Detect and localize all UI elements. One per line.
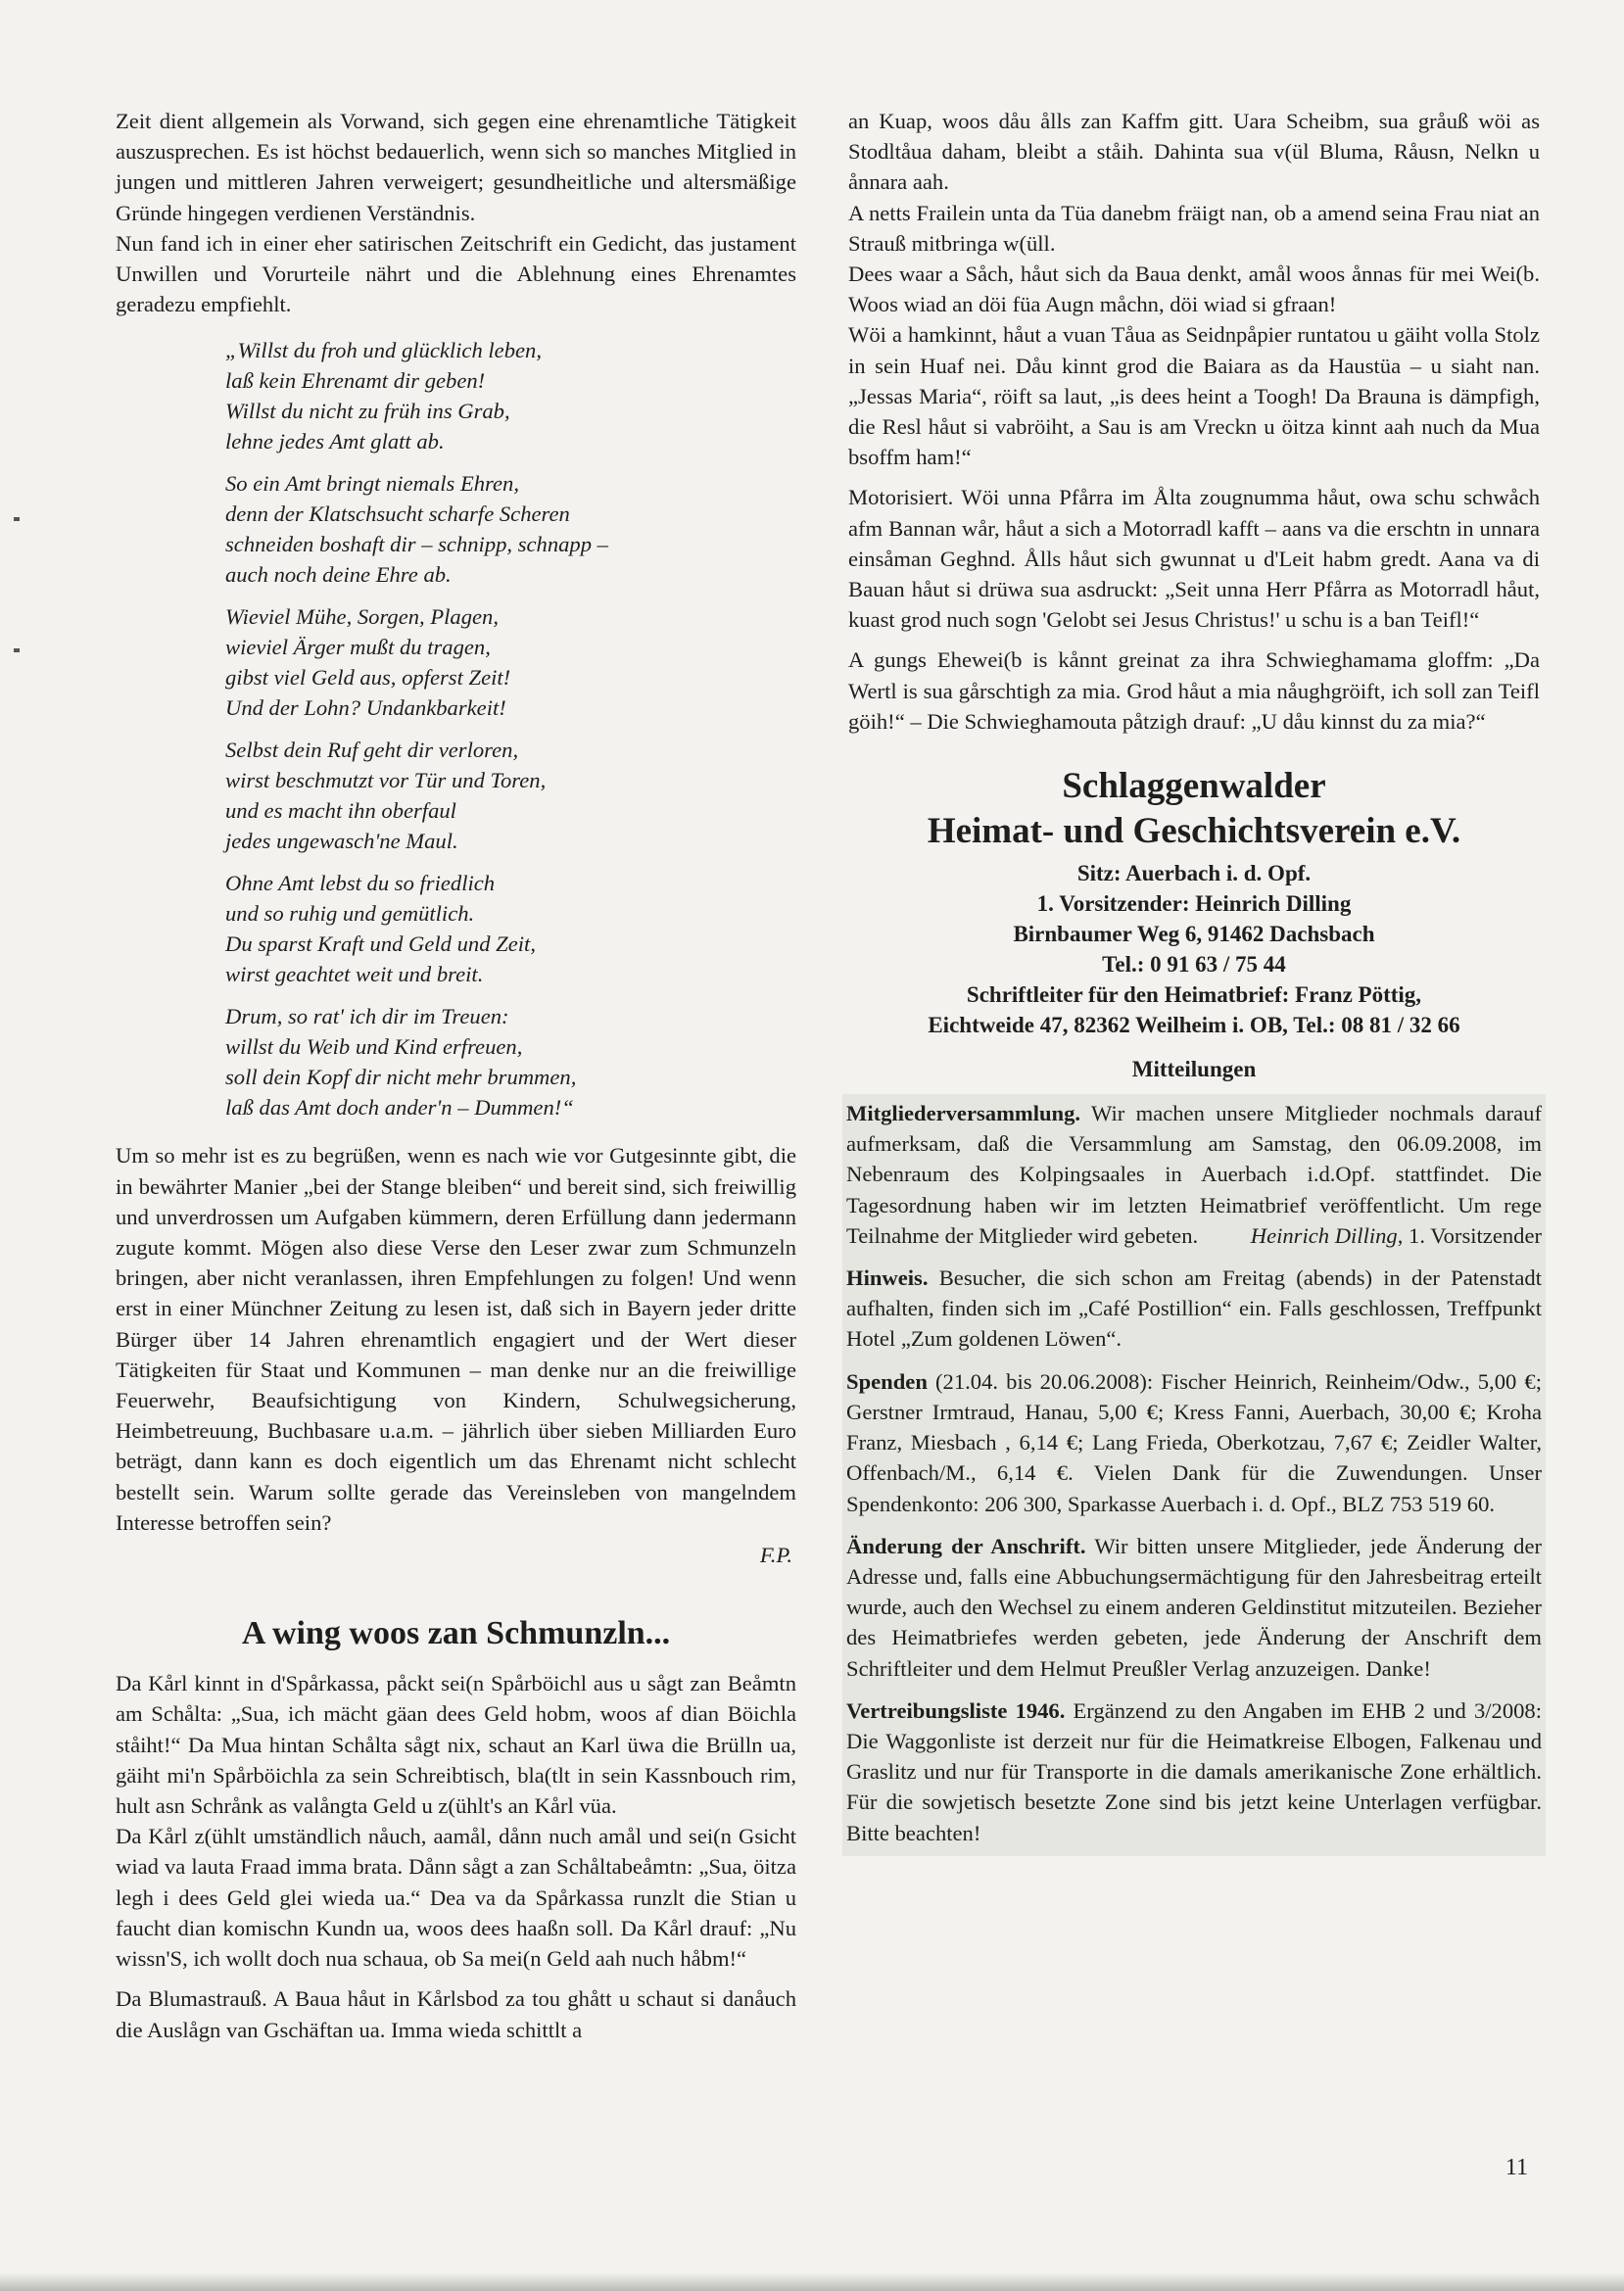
notice-lead: Spenden	[846, 1368, 928, 1394]
scan-mark	[14, 517, 20, 521]
poem-line: So ein Amt bringt niemals Ehren,	[225, 471, 519, 497]
notice-item	[846, 1695, 1542, 1848]
poem-line: „Willst du froh und glücklich leben,	[225, 338, 542, 363]
mitteilungen-heading: Mitteilungen	[1131, 1057, 1257, 1082]
notice-text: Wir machen unsere Mitglieder nochmals darauf aufmerksam, daß die Versammlung am Samstag, den 06.09.2008, im Nebenraum des Kolpingsaales in Auerbach i.d.Opf. stattfindet. Die Tagesordnung haben wir im letzten Heimatbrief veröffentlicht. Um rege Teilnahme der Mitglieder wird gebeten.	[846, 1101, 1542, 1248]
author-signature: F.P.	[759, 1543, 792, 1568]
story-paragraph: Dees waar a Såch, håut sich da Baua denkt, amål woos ånnas für mei Wei(b. Woos wiad an döi füa Augn måchn, döi wiad si gfraan!	[848, 262, 1540, 317]
story-paragraph: an Kuap, woos dåu ålls zan Kaffm gitt. Uara Scheibm, sua gråuß wöi as Stodltåua daham, bleibt a ståih. Dahinta sua v(ül Bluma, Råusn, Nelkn u ånnara aah.	[848, 109, 1540, 195]
notice-text: (21.04. bis 20.06.2008): Fischer Heinrich, Reinheim/Odw., 5,00 €; Gerstner Irmtraud, Hanau, 5,00 €; Kress Fanni, Auerbach, 30,00 €; Kroha Franz, Miesbach , 6,14 €; Lang Frieda, Oberkotzau, 7,67 €; Zeidler Walter, Offenbach/M., 6,14 €. Vielen Dank für die Zuwendungen. Unser Spendenkonto: 206 300, Sparkasse Auerbach i. d. Opf., BLZ 753 519 60.	[846, 1368, 1542, 1516]
poem-line: denn der Klatschsucht scharfe Scheren	[225, 501, 570, 527]
intro-paragraph: Nun fand ich in einer eher satirischen Zeitschrift ein Gedicht, das justament Unwillen und Vorurteile nährt und die Ablehnung eines Ehrenamtes geradezu empfiehlt.	[116, 230, 796, 317]
notice-text: Besucher, die sich schon am Freitag (abends) in der Patenstadt aufhalten, finden sich im „Café Postillion“ ein. Falls geschlossen, Treffpunkt Hotel „Zum goldenen Löwen“.	[846, 1265, 1542, 1352]
notice-text: Ergänzend zu den Angaben im EHB 2 und 3/2008: Die Waggonliste ist derzeit nur für die Heimatkreise Elbogen, Falkenau und Graslitz und nur für Transporte in die damals amerikanische Zone erhältlich. Für die sowjetisch besetzte Zone sind bis jetzt keine Unterlagen verfügbar. Bitte beachten!	[846, 1697, 1542, 1845]
poem-line: Und der Lohn? Undankbarkeit!	[225, 695, 506, 721]
story-paragraph: Da Kårl z(ühlt umständlich nåuch, aamål, dånn nuch amål und sei(n Gsicht wiad va lauta Fraad imma brata. Dånn sågt a zan Schåltabeåmtn: „Sua, öitza legh i dees Geld glei wieda ua.“ Dea va da Spårkassa runzlt die Stian u faucht dian komischn Kundn ua, woos dees haaßn soll. Da Kårl drauf: „Nu wissn'S, ich wollt doch nua schaua, ob Sa mei(n Geld aah nuch håbm!“	[116, 1824, 796, 1972]
poem-stanza	[225, 868, 796, 989]
signature-name: Heinrich Dilling	[1250, 1222, 1398, 1248]
poem-line: wieviel Ärger mußt du tragen,	[225, 635, 491, 660]
poem-line: Willst du nicht zu früh ins Grab,	[225, 399, 510, 424]
poem-stanza	[225, 601, 796, 723]
poem-line: laß das Amt doch ander'n – Dummen!“	[225, 1095, 574, 1121]
poem-line: wirst geachtet weit und breit.	[225, 962, 484, 987]
body-paragraph: Um so mehr ist es zu begrüßen, wenn es nach wie vor Gutgesinnte gibt, die in bewährter Manier „bei der Stange bleiben“ und bereit sind, sich freiwillig und unverdrossen um Aufgaben kümmern, deren Erfüllung dann jedermann zugute kommt. Mögen also diese Verse den Leser zwar zum Schmunzeln bringen, aber nicht veranlassen, ihren Empfehlungen zu folgen! Und wenn erst in einer Münchner Zeitung zu lesen ist, daß sich in Bayern jeder dritte Bürger über 14 Jahren ehrenamtlich engagiert und der Wert dieser Tätigkeiten für Staat und Kommunen – man denke nur an die freiwillige Feuerwehr, Beaufsichtigung von Kindern, Schulwegsicherung, Heimbetreuung, Buchbasare u.a.m. – jährlich über sieben Milliarden Euro beträgt, dann kann es doch eigentlich um das Ehrenamt nicht schlecht bestellt sein. Warum sollte gerade das Vereinsleben von mangelndem Interesse betroffen sein?	[116, 1143, 796, 1535]
poem-line: Wieviel Mühe, Sorgen, Plagen,	[225, 604, 499, 630]
verein-chairman: 1. Vorsitzender: Heinrich Dilling	[1036, 891, 1352, 917]
verein-editor: Schriftleiter für den Heimatbrief: Franz Pöttig,	[966, 982, 1422, 1008]
poem-line: schneiden boshaft dir – schnipp, schnapp –	[225, 532, 608, 557]
notice-signature	[1251, 1220, 1542, 1251]
verein-phone: Tel.: 0 91 63 / 75 44	[1102, 952, 1286, 978]
notice-item	[846, 1531, 1542, 1684]
page-number: 11	[1505, 2155, 1528, 2180]
poem-line: und so ruhig und gemütlich.	[225, 901, 475, 927]
section-title: A wing woos zan Schmunzln...	[241, 1615, 671, 1652]
poem-line: lehne jedes Amt glatt ab.	[225, 429, 445, 454]
poem-line: auch noch deine Ehre ab.	[225, 562, 452, 588]
scan-edge-shadow	[0, 2272, 1624, 2291]
notice-item	[846, 1098, 1542, 1251]
poem-line: soll dein Kopf dir nicht mehr brummen,	[225, 1065, 577, 1090]
poem-line: gibst viel Geld aus, opferst Zeit!	[225, 665, 511, 691]
poem-line: wirst beschmutzt vor Tür und Toren,	[225, 768, 547, 793]
verein-title	[848, 764, 1540, 854]
story-paragraph: Motorisiert. Wöi unna Pfårra im Ålta zougnumma håut, owa schu schwåch afm Bannan wår, håut a sich a Motorradl kafft – aans va die erschtn in unnara einsåman Geghnd. Ålls håut sich gwunnat u d'Leit habm gredt. Aana va di Bauan håut si drüwa sua asdruckt: „Seit unna Herr Pfårra as Motorradl håut, kuast grod nuch sogn 'Gelobt sei Jesus Christus!' u schu is a ban Teifl!“	[848, 485, 1540, 633]
notice-item	[846, 1263, 1542, 1355]
story-paragraph: Wöi a hamkinnt, håut a vuan Tåua as Seidnpåpier runtatou u gäiht volla Stolz in sein Huaf nei. Dåu kinnt grod die Baiara as da Haustüa – u siaht nan. „Jessas Maria“, röift sa laut, „is dees heint a Toogh! Da Brauna is dämpfigh, die Resl håut si vabröiht, a Sau is am Vreckn u öitza kinnt aah nuch da Mua bsoffm ham!“	[848, 322, 1540, 470]
verein-sitz: Sitz: Auerbach i. d. Opf.	[1076, 861, 1312, 886]
verein-title-line: Heimat- und Geschichtsverein e.V.	[927, 811, 1461, 852]
poem-stanza	[225, 468, 796, 590]
poem-stanza	[225, 735, 796, 856]
story-paragraph: A gungs Ehewei(b is kånnt greinat za ihra Schwieghamama gloffm: „Da Wertl is sua gårschtigh za mia. Grod håut a mia nåughgröift, ich soll zan Teifl göih!“ – Die Schwieghamouta påtzigh drauf: „U dåu kinnst du za mia?“	[848, 647, 1540, 734]
intro-paragraph: Zeit dient allgemein als Vorwand, sich gegen eine ehrenamtliche Tätigkeit auszusprechen. Es ist höchst bedauerlich, wenn sich so manches Mitglied in jungen und mittleren Jahren verweigert; gesundheitliche und altersmäßige Gründe hingegen verdienen Verständnis.	[116, 109, 796, 225]
poem-line: Du sparst Kraft und Geld und Zeit,	[225, 931, 536, 957]
signature-role: , 1. Vorsitzender	[1397, 1222, 1542, 1248]
poem-line: Selbst dein Ruf geht dir verloren,	[225, 738, 519, 763]
verein-title-line: Schlaggenwalder	[1062, 766, 1326, 807]
notice-text: Wir bitten unsere Mitglieder, jede Änderung der Adresse und, falls eine Abbuchungsermächtigung für den Jahresbeitrag erteilt wurde, auch den Wechsel zu einem anderen Geldinstitut mitzuteilen. Bezieher des Heimatbriefes werden gebeten, jede Änderung der Anschrift dem Schriftleiter und dem Helmut Preußler Verlag anzuzeigen. Danke!	[846, 1533, 1542, 1681]
notice-lead: Änderung der Anschrift.	[846, 1533, 1086, 1558]
verein-editor-address: Eichtweide 47, 82362 Weilheim i. OB, Tel.: 08 81 / 32 66	[928, 1013, 1460, 1038]
notice-lead: Hinweis.	[846, 1265, 929, 1291]
story-paragraph: A netts Frailein unta da Tüa danebm fräigt nan, ob a amend seina Frau niat an Strauß mitbringa w(üll.	[848, 200, 1540, 256]
notice-item	[846, 1366, 1542, 1519]
poem-stanza	[225, 1001, 796, 1122]
poem-line: Drum, so rat' ich dir im Treuen:	[225, 1004, 509, 1029]
poem	[225, 335, 796, 1122]
poem-line: laß kein Ehrenamt dir geben!	[225, 368, 486, 394]
notices-box	[842, 1094, 1546, 1856]
notice-lead: Vertreibungsliste 1946.	[846, 1697, 1066, 1723]
story-paragraph: Da Kårl kinnt in d'Spårkassa, påckt sei(n Spårböichl aus u sågt zan Beåmtn am Schålta: „Sua, ich mächt gäan dees Geld hobm, woos af dian Böichla ståiht!“ Da Mua hintan Schålta sågt nix, schaut an Karl üwa die Brülln ua, gäiht mi'n Spårböichla za sein Schreibtisch, bla(tlt in sein Kassnbouch rim, hult asn Schrånk as valångta Geld u z(ühlt's an Kårl vüa.	[116, 1671, 796, 1819]
story-paragraph: Da Blumastrauß. A Baua håut in Kårlsbod za tou ghått u schaut si danåuch die Auslågn van Gschäftan ua. Imma wieda schittlt a	[116, 1986, 796, 2042]
poem-line: jedes ungewasch'ne Maul.	[225, 829, 458, 854]
notice-lead: Mitgliederversammlung.	[846, 1101, 1081, 1126]
poem-stanza	[225, 335, 796, 456]
poem-line: Ohne Amt lebst du so friedlich	[225, 871, 496, 896]
scan-mark	[14, 648, 20, 652]
poem-line: und es macht ihn oberfaul	[225, 798, 456, 824]
left-column	[116, 106, 796, 2045]
right-column	[848, 106, 1540, 1856]
verein-address: Birnbaumer Weg 6, 91462 Dachsbach	[1013, 922, 1375, 947]
poem-line: willst du Weib und Kind erfreuen,	[225, 1034, 523, 1060]
